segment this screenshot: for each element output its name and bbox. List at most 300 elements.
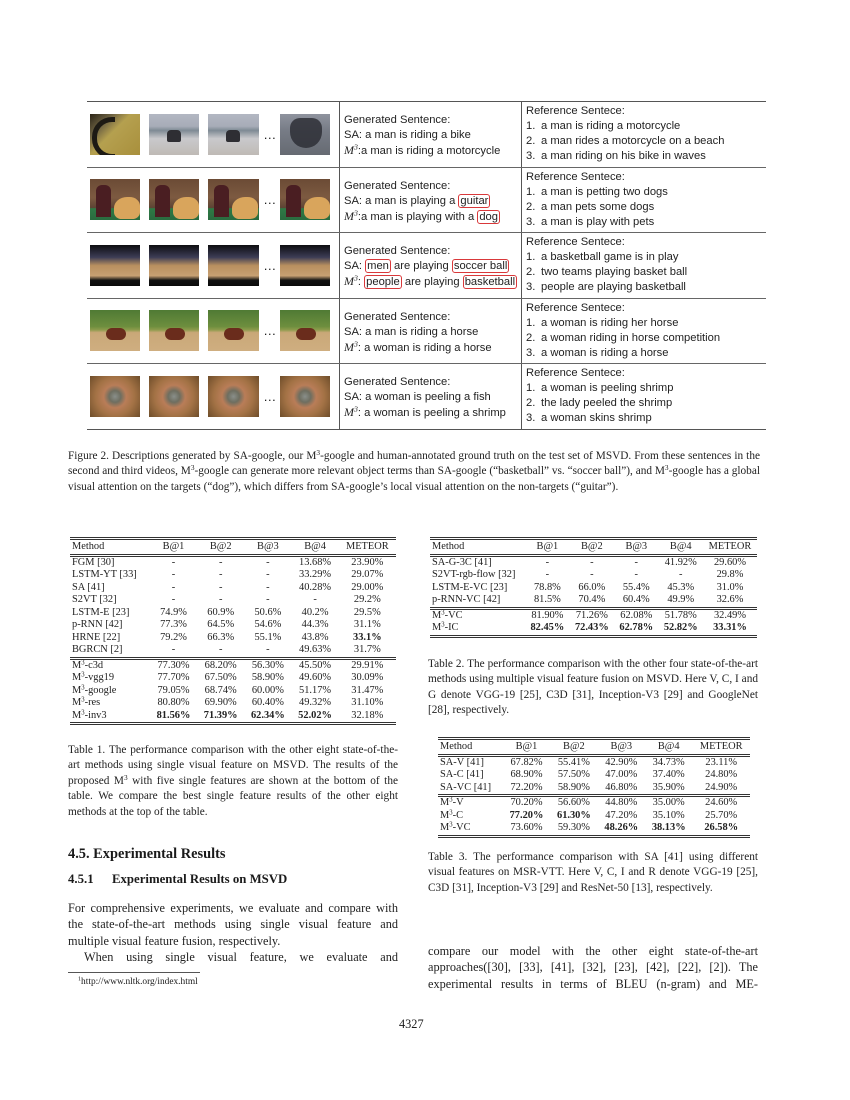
reference-number: 3. xyxy=(526,150,536,162)
metric-value: 29.2% xyxy=(353,594,381,605)
metric-value: 35.00% xyxy=(652,797,685,808)
metric-value: 31.0% xyxy=(716,581,744,593)
generated-title: Generated Sentence: xyxy=(344,310,451,323)
superscript: 3 xyxy=(81,696,85,704)
metric-value: - xyxy=(218,556,223,568)
table-row xyxy=(70,607,396,620)
metric-value: - xyxy=(218,594,223,605)
method-name: $M^3$-res xyxy=(72,696,101,708)
metric-value: 81.5% xyxy=(533,594,561,605)
metric-value: 49.32% xyxy=(299,697,332,708)
metric-value: 23.90% xyxy=(351,556,384,568)
superscript: 3 xyxy=(81,658,85,666)
table-row xyxy=(70,632,396,645)
reference-sentences xyxy=(522,299,766,364)
metric-value: 32.49% xyxy=(713,609,746,621)
table-3-caption: Table 3. The performance comparison with SA [41] using different visual features on MSR-VTT. Here V, C, I and R denote VGG-19 [25], C3D [31], Inception-V3 [29] and ResNet-50 [13], respectively. xyxy=(428,851,758,894)
reference-item xyxy=(526,411,766,426)
metric-value: 35.10% xyxy=(652,809,685,821)
metric-value: 68.74% xyxy=(204,684,237,696)
metric-value: 45.3% xyxy=(667,581,695,593)
sa-sentence: SA: a woman is peeling a fish xyxy=(344,391,491,404)
metric-value: 37.40% xyxy=(652,769,685,780)
reference-text: a woman is peeling shrimp xyxy=(541,382,674,394)
reference-number: 3. xyxy=(526,281,536,293)
column-header: B@1 xyxy=(536,541,559,552)
table-row xyxy=(430,555,757,569)
reference-item xyxy=(526,134,766,149)
generated-sentences xyxy=(340,102,522,167)
metric-value: 68.20% xyxy=(204,659,237,671)
reference-item xyxy=(526,185,766,200)
video-frame-thumbnail xyxy=(90,114,140,155)
m3-label: $M^3$ xyxy=(344,142,358,158)
metric-value: 34.73% xyxy=(652,756,685,768)
reference-text: two teams playing basket ball xyxy=(541,266,688,278)
metric-value: - xyxy=(634,556,639,568)
method-name: SA-C [41] xyxy=(440,769,484,780)
table-row xyxy=(70,582,396,595)
table-row xyxy=(70,569,396,582)
method-name: $M^3-VC$ xyxy=(432,608,463,621)
superscript: 3 xyxy=(354,273,358,283)
metric-value: 47.20% xyxy=(605,809,638,821)
highlighted-word: guitar xyxy=(460,194,489,207)
method-name: $M^3-IC$ xyxy=(432,621,459,633)
metric-value: 29.8% xyxy=(716,569,744,580)
method-name: FGM [30] xyxy=(72,556,115,568)
highlighted-word: soccer ball xyxy=(453,260,508,273)
method-name: $M^3-c3d$ xyxy=(72,658,104,671)
metric-value: 68.90% xyxy=(510,769,543,780)
table-row xyxy=(430,569,757,582)
metric-value: 31.1% xyxy=(353,619,381,630)
metric-value: 60.40% xyxy=(251,697,284,708)
table-row xyxy=(438,810,750,823)
column-header: B@4 xyxy=(669,541,692,552)
video-frame-thumbnail xyxy=(90,245,140,286)
video-frames xyxy=(87,102,340,167)
reference-item xyxy=(526,280,766,295)
reference-sentences xyxy=(522,102,766,167)
table-header xyxy=(430,539,757,556)
metric-value: 47.00% xyxy=(605,769,638,780)
superscript: 3 xyxy=(81,671,85,679)
generated-sentences xyxy=(340,233,522,298)
metric-value: 23.11% xyxy=(705,756,738,768)
reference-list xyxy=(526,119,766,164)
metric-value: - xyxy=(634,569,639,580)
table-body-baselines xyxy=(70,555,396,658)
metric-value: 77.30% xyxy=(157,659,190,671)
table-row xyxy=(70,594,396,607)
metric-value: 60.9% xyxy=(207,606,235,618)
metric-value: 44.80% xyxy=(605,797,638,808)
superscript: 3 xyxy=(664,463,669,473)
reference-text: a woman riding in horse competition xyxy=(541,331,721,344)
metric-value: 29.60% xyxy=(713,556,746,568)
table-row xyxy=(430,608,757,622)
table-1-caption: Table 1. The performance comparison with the other eight state-of-the-art methods using single visual feature on MSVD. The results of the proposed $M^3$ with five single features are shown at the bottom of the table. We compare the best single feature results of the other eight methods at the top of the table. xyxy=(68,744,398,818)
subsection-number: 4.5.1 xyxy=(68,872,94,886)
method-name: $M^3-vgg19$ xyxy=(72,671,115,683)
metric-value: 56.60% xyxy=(557,797,590,808)
subsection-heading xyxy=(68,872,287,887)
metric-value: 33.29% xyxy=(299,569,332,580)
generated-title: Generated Sentence: xyxy=(344,179,451,192)
reference-number: 2. xyxy=(526,331,536,344)
metric-value: - xyxy=(218,644,223,655)
metric-value: 67.82% xyxy=(510,756,543,768)
column-header: B@3 xyxy=(625,541,648,552)
column-header: B@4 xyxy=(657,741,680,752)
paragraph-2-start: When using single visual feature, we evaluate and xyxy=(84,949,398,964)
reference-sentences xyxy=(522,168,766,233)
method-name: HRNE [22] xyxy=(72,631,121,643)
reference-item xyxy=(526,381,766,396)
reference-number: 1. xyxy=(526,185,536,198)
metric-value: 66.3% xyxy=(207,631,235,643)
ellipsis: … xyxy=(263,257,276,273)
reference-item xyxy=(526,215,766,230)
metric-value: 73.60% xyxy=(510,822,543,833)
video-frame-thumbnail xyxy=(208,245,258,286)
reference-text: a man pets some dogs xyxy=(541,200,655,213)
metric-value: 52.02% xyxy=(298,709,332,721)
metric-value: 77.3% xyxy=(160,619,187,630)
metric-value: - xyxy=(266,594,270,605)
table-row xyxy=(70,697,396,710)
metric-value: - xyxy=(266,556,270,568)
highlighted-word: men xyxy=(367,260,389,273)
method-name: LSTM-E-VC [23] xyxy=(432,581,508,593)
reference-number: 1. xyxy=(526,316,536,329)
superscript: 3 xyxy=(441,608,445,616)
reference-text: a man is riding a motorcycle xyxy=(541,120,681,132)
metric-value: 29.07% xyxy=(351,569,384,580)
video-frame-thumbnail xyxy=(149,114,199,155)
metric-value: 26.58% xyxy=(704,822,739,833)
column-header: B@2 xyxy=(563,741,585,752)
metric-value: 56.30% xyxy=(251,659,284,671)
video-frame-thumbnail xyxy=(208,179,258,220)
metric-value: 32.18% xyxy=(351,709,384,721)
reference-text: a man riding on his bike in waves xyxy=(541,150,706,162)
metric-value: - xyxy=(545,556,550,568)
table-row xyxy=(438,782,750,796)
metric-value: 64.5% xyxy=(207,619,235,630)
column-header: Method xyxy=(440,741,473,752)
reference-list xyxy=(526,250,766,295)
reference-item xyxy=(526,149,766,164)
metric-value: 41.92% xyxy=(664,556,697,568)
reference-text: a man rides a motorcycle on a beach xyxy=(541,135,725,147)
reference-text: a woman is riding her horse xyxy=(541,316,679,329)
table-2 xyxy=(430,537,757,638)
reference-sentences xyxy=(522,233,766,298)
reference-number: 1. xyxy=(526,382,536,394)
table-header xyxy=(438,739,750,756)
video-frame-thumbnail xyxy=(90,310,140,351)
table-row xyxy=(70,658,396,672)
table-3 xyxy=(438,737,750,838)
metric-value: - xyxy=(171,581,176,593)
table-row xyxy=(430,594,757,608)
metric-value: 33.1% xyxy=(353,631,382,643)
metric-value: 58.90% xyxy=(557,781,590,793)
metric-value: 35.90% xyxy=(652,781,685,793)
metric-value: 55.41% xyxy=(557,756,590,768)
metric-value: 50.6% xyxy=(254,606,282,618)
superscript: 3 xyxy=(354,208,358,218)
superscript: 3 xyxy=(316,447,321,457)
table-row xyxy=(70,619,396,632)
metric-value: 31.7% xyxy=(353,644,381,655)
reference-item xyxy=(526,250,766,265)
method-name: $M^3$-google xyxy=(72,683,117,696)
video-frame-thumbnail xyxy=(280,179,330,220)
superscript: 3 xyxy=(449,821,453,829)
metric-value: 70.4% xyxy=(578,594,606,605)
reference-number: 2. xyxy=(526,200,536,213)
metric-value: 13.68% xyxy=(299,556,332,568)
metric-value: 31.10% xyxy=(351,697,384,708)
footnote xyxy=(78,977,198,987)
metric-value: 24.60% xyxy=(705,797,738,808)
generated-title: Generated Sentence: xyxy=(344,376,451,389)
paragraph-1: For comprehensive experiments, we evaluate and compare with the state-of-the-art methods using single visual feature and multiple visual feature fusion, respectively. xyxy=(68,901,398,948)
column-header: B@2 xyxy=(209,541,232,552)
column-header: B@2 xyxy=(580,541,603,552)
table-row xyxy=(430,582,757,595)
video-frame-thumbnail xyxy=(149,310,199,351)
subsection-title: Experimental Results on MSVD xyxy=(112,872,288,886)
metric-value: - xyxy=(266,581,270,593)
video-frame-thumbnail xyxy=(149,245,199,286)
metric-value: 42.90% xyxy=(605,756,638,768)
ellipsis: … xyxy=(263,323,276,339)
method-name: LSTM-YT [33] xyxy=(72,569,137,580)
superscript: 3 xyxy=(449,808,453,816)
metric-value: 62.08% xyxy=(620,609,653,621)
reference-text: a man is play with pets xyxy=(541,215,655,228)
metric-value: 81.56% xyxy=(156,709,191,721)
metric-value: 66.0% xyxy=(578,581,606,593)
reference-item xyxy=(526,316,766,331)
reference-text: a woman is riding a horse xyxy=(541,346,669,359)
metric-value: 58.90% xyxy=(251,672,284,683)
method-name: LSTM-E [23] xyxy=(72,606,130,618)
superscript: 3 xyxy=(354,339,358,349)
video-frame-thumbnail xyxy=(90,179,140,220)
table-body-proposed xyxy=(438,796,750,837)
generated-title: Generated Sentence: xyxy=(344,245,451,258)
generated-sentences xyxy=(340,168,522,233)
method-name: SA-V [41] xyxy=(440,756,484,768)
metric-value: - xyxy=(171,569,176,580)
metric-value: 82.45% xyxy=(530,622,565,633)
method-name: $M^3-C$ xyxy=(440,808,464,821)
metric-value: 44.3% xyxy=(301,619,329,630)
metric-value: 29.00% xyxy=(351,581,384,593)
metric-value: - xyxy=(171,594,176,605)
reference-item xyxy=(526,396,766,411)
metric-value: - xyxy=(266,569,270,580)
reference-item xyxy=(526,346,766,361)
reference-number: 1. xyxy=(526,120,536,132)
method-name: BGRCN [2] xyxy=(72,644,123,655)
metric-value: - xyxy=(313,594,317,605)
metric-value: 71.39% xyxy=(203,709,238,721)
reference-sentences xyxy=(522,364,766,429)
metric-value: 25.70% xyxy=(705,809,738,821)
method-name: SA-G-3C [41] xyxy=(432,556,492,568)
metric-value: 60.4% xyxy=(622,594,650,605)
table-row xyxy=(70,672,396,685)
metric-value: 69.90% xyxy=(204,697,237,708)
metric-value: 51.17% xyxy=(299,684,332,696)
video-frames xyxy=(87,299,340,364)
page-number: 4327 xyxy=(399,1017,424,1031)
metric-value: 24.80% xyxy=(705,769,738,780)
metric-value: 30.09% xyxy=(351,672,384,683)
m3-label: $M^3$ xyxy=(344,404,358,420)
column-header: B@1 xyxy=(162,541,185,552)
metric-value: 70.20% xyxy=(510,797,543,808)
metric-value: - xyxy=(545,569,550,580)
highlighted-word: people xyxy=(366,276,400,289)
metric-value: 49.9% xyxy=(667,594,695,605)
generated-title: Generated Sentence: xyxy=(344,114,451,127)
video-frame-thumbnail xyxy=(149,179,199,220)
method-name: $M^3-VC$ xyxy=(440,821,471,833)
metric-value: 52.82% xyxy=(663,622,698,633)
column-header: B@3 xyxy=(257,541,279,552)
method-name: $M^3-V$ xyxy=(440,796,464,808)
table-body-baselines xyxy=(438,755,750,796)
metric-value: 51.78% xyxy=(664,609,697,621)
metric-value: - xyxy=(679,569,683,580)
metric-value: 49.60% xyxy=(299,672,332,683)
reference-title: Reference Sentece: xyxy=(526,236,625,248)
metric-value: 29.91% xyxy=(351,659,384,671)
paragraph-2-continued: compare our model with the other eight state-of-the-art approaches([30], [33], [41], [32], [23], [42], [22], [2]). The experimental results in terms of BLEU (n-gram) and ME- xyxy=(428,944,758,991)
superscript: 3 xyxy=(449,796,453,804)
header-row xyxy=(70,539,396,556)
highlighted-word: basketball xyxy=(464,276,516,289)
metric-value: 29.5% xyxy=(353,606,381,618)
video-frame-thumbnail xyxy=(208,310,258,351)
reference-title: Reference Sentece: xyxy=(526,105,625,117)
metric-value: 40.28% xyxy=(299,581,332,593)
metric-value: 60.00% xyxy=(251,684,284,696)
method-name: SA-VC [41] xyxy=(440,781,492,793)
metric-value: 55.4% xyxy=(622,581,650,593)
metric-value: 45.50% xyxy=(299,659,332,671)
reference-text: people are playing basketball xyxy=(541,281,686,293)
superscript: 3 xyxy=(123,772,128,782)
superscript: 3 xyxy=(190,463,195,473)
reference-title: Reference Sentece: xyxy=(526,170,625,183)
metric-value: 62.78% xyxy=(619,622,654,633)
highlighted-word: dog xyxy=(479,210,498,223)
sa-sentence: SA: men are playing soccer ball xyxy=(344,260,508,273)
method-name: $M^3-inv3$ xyxy=(72,708,107,721)
m3-label: $M^3$ xyxy=(344,273,358,289)
method-name: S2VT [32] xyxy=(72,594,117,605)
sa-sentence: SA: a man is riding a bike xyxy=(344,129,471,142)
metric-value: 74.9% xyxy=(160,606,187,618)
metric-value: - xyxy=(171,556,176,568)
body-text-right xyxy=(428,943,758,992)
video-frames xyxy=(87,233,340,298)
metric-value: 48.26% xyxy=(604,822,639,833)
metric-value: 67.50% xyxy=(204,672,237,683)
reference-list xyxy=(526,381,766,426)
metric-value: 72.20% xyxy=(510,781,543,793)
m3-label: $M^3$ xyxy=(344,208,358,223)
reference-number: 3. xyxy=(526,346,536,359)
column-header: METEOR xyxy=(699,741,743,752)
reference-list xyxy=(526,316,766,361)
reference-list xyxy=(526,185,766,230)
column-header: Method xyxy=(432,541,465,552)
metric-value: 49.63% xyxy=(299,644,332,655)
superscript: 3 xyxy=(441,621,445,629)
metric-value: 24.90% xyxy=(705,781,738,793)
reference-text: a woman skins shrimp xyxy=(541,412,652,424)
table-body-proposed xyxy=(430,608,757,636)
metric-value: - xyxy=(218,569,223,580)
reference-number: 2. xyxy=(526,135,536,147)
m3-sentence: $M^3:a$ man is playing with a dog xyxy=(344,208,498,223)
reference-title: Reference Sentece: xyxy=(526,367,625,379)
generated-sentences xyxy=(340,364,522,429)
m3-sentence: $M^3$: a woman is peeling a shrimp xyxy=(344,404,506,420)
metric-value: - xyxy=(266,644,270,655)
section-heading: 4.5. Experimental Results xyxy=(68,846,226,862)
metric-value: 55.1% xyxy=(254,631,282,643)
metric-value: 71.26% xyxy=(575,609,608,621)
video-frames xyxy=(87,364,340,429)
metric-value: 33.31% xyxy=(713,622,747,633)
ellipsis: … xyxy=(263,192,276,208)
metric-value: 43.8% xyxy=(301,631,329,643)
video-frame-thumbnail xyxy=(280,245,330,286)
table-row xyxy=(438,755,750,769)
table-row xyxy=(438,769,750,782)
footnote-link[interactable]: http://www.nltk.org/index.html xyxy=(81,977,198,987)
figure-row xyxy=(87,364,766,430)
metric-value: 57.50% xyxy=(557,769,590,780)
reference-text: a basketball game is in play xyxy=(541,251,679,263)
reference-item xyxy=(526,331,766,346)
method-name: SA [41] xyxy=(72,581,105,593)
method-name: S2VT-rgb-flow [32] xyxy=(432,569,516,580)
reference-number: 1. xyxy=(526,251,536,263)
video-frames xyxy=(87,168,340,233)
m3-sentence: $M^3$: a woman is riding a horse xyxy=(344,339,492,354)
metric-value: 59.30% xyxy=(557,822,590,833)
superscript: 3 xyxy=(81,708,85,716)
video-frame-thumbnail xyxy=(280,376,330,417)
sa-sentence: SA: a man is riding a horse xyxy=(344,325,479,338)
table-1 xyxy=(70,537,396,725)
reference-number: 3. xyxy=(526,215,536,228)
footnote-rule xyxy=(68,972,200,973)
metric-value: 80.80% xyxy=(157,697,190,708)
m3-sentence: $M^3$: people are playing basketball xyxy=(344,273,516,289)
